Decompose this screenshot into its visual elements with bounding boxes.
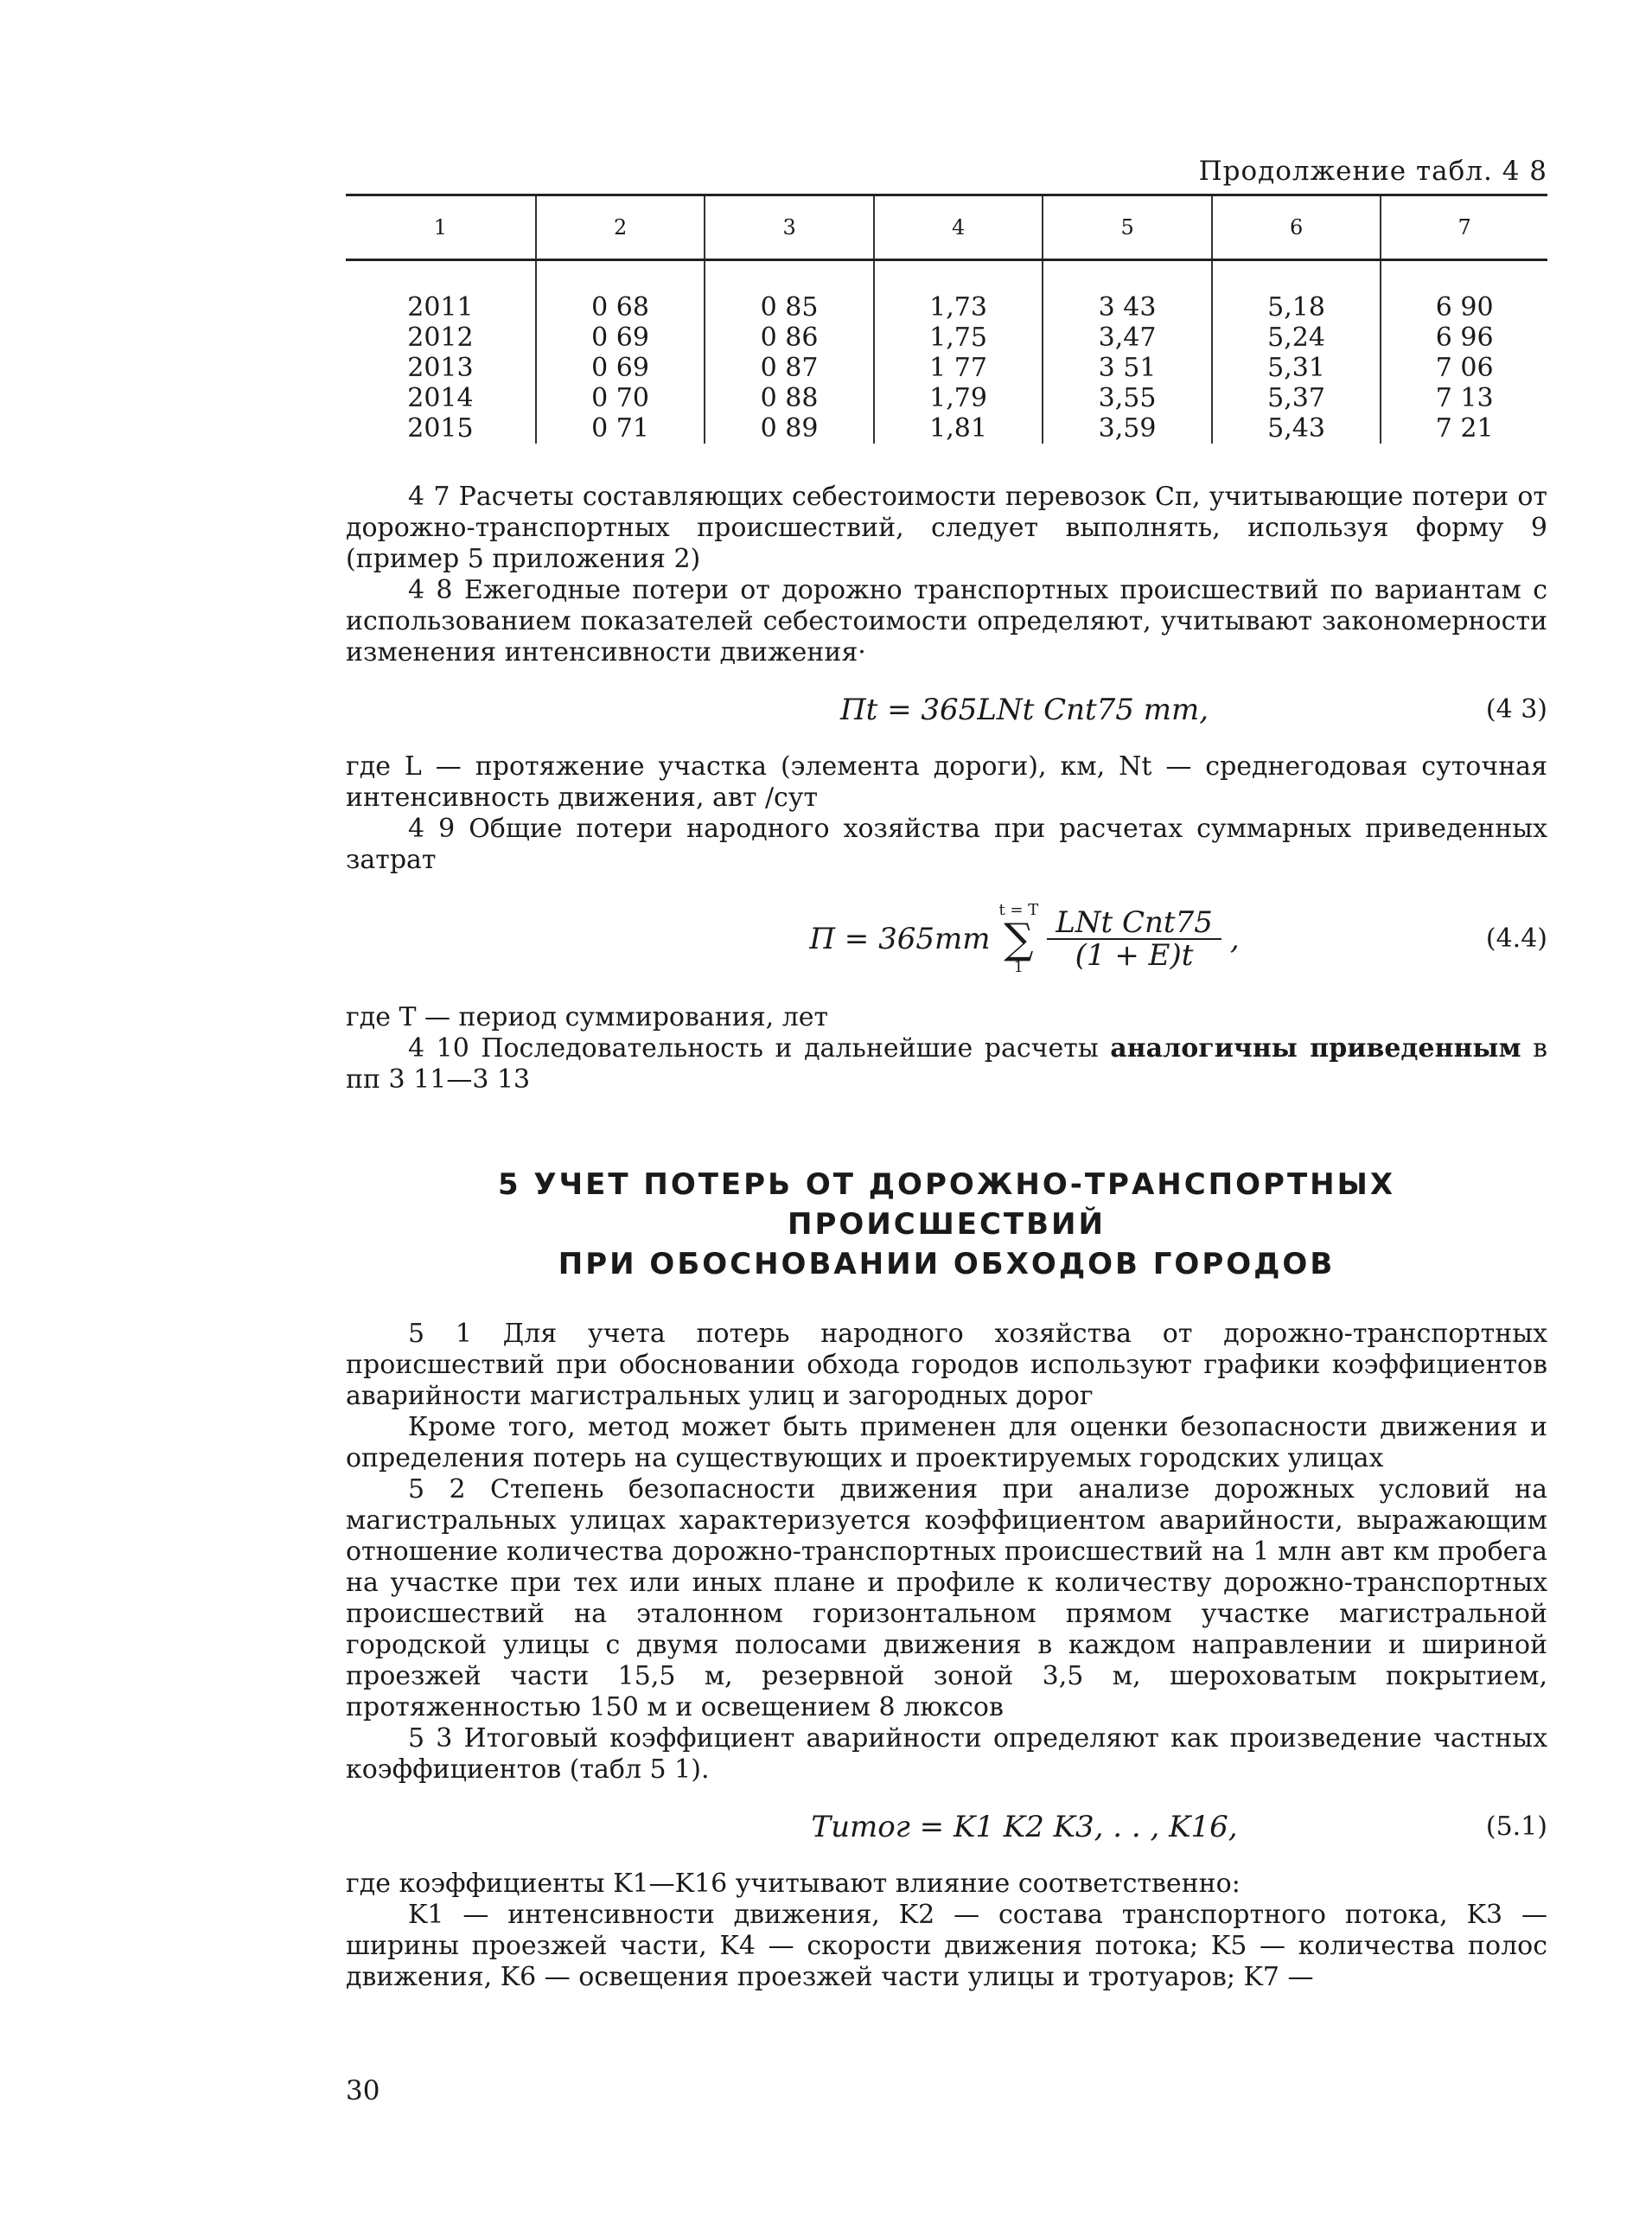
table-cell: 5,18 [1212, 260, 1381, 323]
paragraph-4-10-bold: аналогичны приведенным [1110, 1033, 1521, 1064]
formula-4-4-body [346, 903, 1444, 975]
table-cell: 2012 [407, 323, 474, 353]
formula-4-4-fraction [1047, 907, 1221, 971]
formula-5-1-number: (5.1) [1485, 1811, 1547, 1842]
table-cell: 0 85 [705, 260, 874, 323]
table-row [346, 323, 1547, 353]
table-header-cell: 4 [874, 195, 1043, 260]
summation-sign: t = T ∑ 1 [998, 901, 1039, 976]
paragraph-5-2: 5 2 Степень безопасности движения при анализе дорожных условий на магистральных улицах характеризуется коэффициентом аварийности, выражающим отношение количества дорожно-транспортных происшествий на 1 млн авт км пробега на участке при тех или иных плане и профиле к количеству дорожно-транспортных происшествий на эталонном горизонтальном прямом участке магистральной городской улицы с двумя полосами движения в каждом направлении и шириной проезжей части 15,5 м, резервной зоной 3,5 м, шероховатым покрытием, протяженностью 150 м и освещением 8 люксов [346, 1474, 1547, 1722]
table-cell: 0 71 [536, 413, 705, 444]
table-cell: 7 13 [1381, 383, 1547, 413]
table-cell: 3,47 [1043, 323, 1212, 353]
table-header-cell: 5 [1043, 195, 1212, 260]
formula-4-4 [346, 883, 1547, 995]
table-cell: 0 69 [536, 323, 705, 353]
table-row [346, 353, 1547, 383]
table-cell: 2015 [407, 413, 474, 444]
table-header-cell: 6 [1212, 195, 1381, 260]
table-row [346, 383, 1547, 413]
section-5-heading [346, 1165, 1547, 1284]
table-cell: 5,43 [1212, 413, 1381, 444]
table-cell: 5,24 [1212, 323, 1381, 353]
sum-upper-limit: t = T [998, 901, 1039, 919]
table-cell: 0 70 [536, 383, 705, 413]
paragraph-4-8: 4 8 Ежегодные потери от дорожно транспортных происшествий по вариантам с использованием показателей себестоимости определяют, учитывают закономерности изменения интенсивности движения· [346, 575, 1547, 668]
table-cell: 7 21 [1381, 413, 1547, 444]
table-cell: 2013 [407, 353, 474, 383]
table-cell: 3 51 [1043, 353, 1212, 383]
table-cell: 0 68 [536, 260, 705, 323]
formula-4-3-body: Пt = 365LNt Cпt75 mт, [839, 693, 1209, 727]
section-heading-line1: 5 УЧЕТ ПОТЕРЬ ОТ ДОРОЖНО-ТРАНСПОРТНЫХ ПРОИСШЕСТВИЙ [497, 1167, 1396, 1242]
table-cell: 3,55 [1043, 383, 1212, 413]
paragraph-5-3: 5 3 Итоговый коэффициент аварийности определяют как произведение частных коэффициентов (табл 5 1). [346, 1723, 1547, 1785]
table-cell: 0 69 [536, 353, 705, 383]
formula-5-1 [346, 1792, 1547, 1862]
document-page [346, 156, 1547, 1993]
data-table [346, 194, 1547, 444]
paragraph-4-10-part2: в пп 3 11—3 13 [346, 1033, 1547, 1095]
k-coefficient-list: K1 — интенсивности движения, K2 — состава транспортного потока, K3 — ширины проезжей части, K4 — скорости движения потока; K5 — количества полос движения, K6 — освещения проезжей части улицы и тротуаров; K7 — [346, 1900, 1547, 1992]
table-cell: 2014 [407, 383, 474, 413]
table-cell: 1,79 [874, 383, 1043, 413]
formula-4-4-left: П = 365mт [809, 922, 991, 956]
paragraph-4-9: 4 9 Общие потери народного хозяйства при расчетах суммарных приведенных затрат [346, 814, 1547, 875]
table-cell: 5,31 [1212, 353, 1381, 383]
table-cell: 3,59 [1043, 413, 1212, 444]
table-continuation-label: Продолжение табл. 4 8 [1198, 156, 1547, 187]
table-cell: 1,73 [874, 260, 1043, 323]
paragraph-4-10 [346, 1033, 1547, 1096]
table-cell: 1 77 [874, 353, 1043, 383]
definition-l-nt: где L — протяжение участка (элемента дороги), км, Nt — среднегодовая суточная интенсивность движения, авт /сут [346, 751, 1547, 813]
table-cell: 0 86 [705, 323, 874, 353]
table-header-row [346, 195, 1547, 260]
definition-t: где T — период суммирования, лет [346, 1002, 829, 1032]
table-cell: 6 96 [1381, 323, 1547, 353]
fraction-denominator: (1 + E)t [1075, 938, 1194, 973]
table-cell: 7 06 [1381, 353, 1547, 383]
formula-4-3 [346, 675, 1547, 744]
section-heading-line2: ПРИ ОБОСНОВАНИИ ОБХОДОВ ГОРОДОВ [558, 1247, 1336, 1281]
table-cell: 2011 [407, 292, 474, 323]
table-cell: 3 43 [1043, 260, 1212, 323]
paragraph-5-1: 5 1 Для учета потерь народного хозяйства от дорожно-транспортных происшествий при обосновании обхода городов используют графики коэффициентов аварийности магистральных улиц и загородных дорог [346, 1319, 1547, 1411]
paragraph-4-10-part1: 4 10 Последовательность и дальнейшие расчеты [408, 1033, 1111, 1064]
table-cell: 0 88 [705, 383, 874, 413]
definition-k-coefficients: где коэффициенты K1—K16 учитывают влияние соответственно: [346, 1869, 1241, 1899]
formula-5-1-body: Tитог = K1 K2 K3, . . , K16, [811, 1810, 1238, 1844]
table-row [346, 260, 1547, 323]
formula-4-3-number: (4 3) [1485, 694, 1547, 725]
table-cell: 1,81 [874, 413, 1043, 444]
paragraph-4-7: 4 7 Расчеты составляющих себестоимости перевозок Сп, учитывающие потери от дорожно-транспортных происшествий, следует выполнять, используя форму 9 (пример 5 приложения 2) [346, 482, 1547, 574]
table-header-cell: 3 [705, 195, 874, 260]
table-cell: 0 89 [705, 413, 874, 444]
table-cell: 5,37 [1212, 383, 1381, 413]
table-header-cell: 7 [1381, 195, 1547, 260]
formula-4-4-trail: , [1229, 922, 1240, 956]
paragraph-5-1b: Кроме того, метод может быть применен для оценки безопасности движения и определения потерь на существующих и проектируемых городских улицах [346, 1412, 1547, 1473]
table-header-cell: 2 [536, 195, 705, 260]
table-row [346, 413, 1547, 444]
sum-lower-limit: 1 [1013, 958, 1024, 976]
page-number: 30 [346, 2075, 380, 2106]
table-header-cell: 1 [346, 195, 536, 260]
table-cell: 1,75 [874, 323, 1043, 353]
table-cell: 0 87 [705, 353, 874, 383]
table-cell: 6 90 [1381, 260, 1547, 323]
formula-4-4-number: (4.4) [1485, 923, 1547, 954]
fraction-numerator: LNt Cпt75 [1047, 907, 1221, 940]
